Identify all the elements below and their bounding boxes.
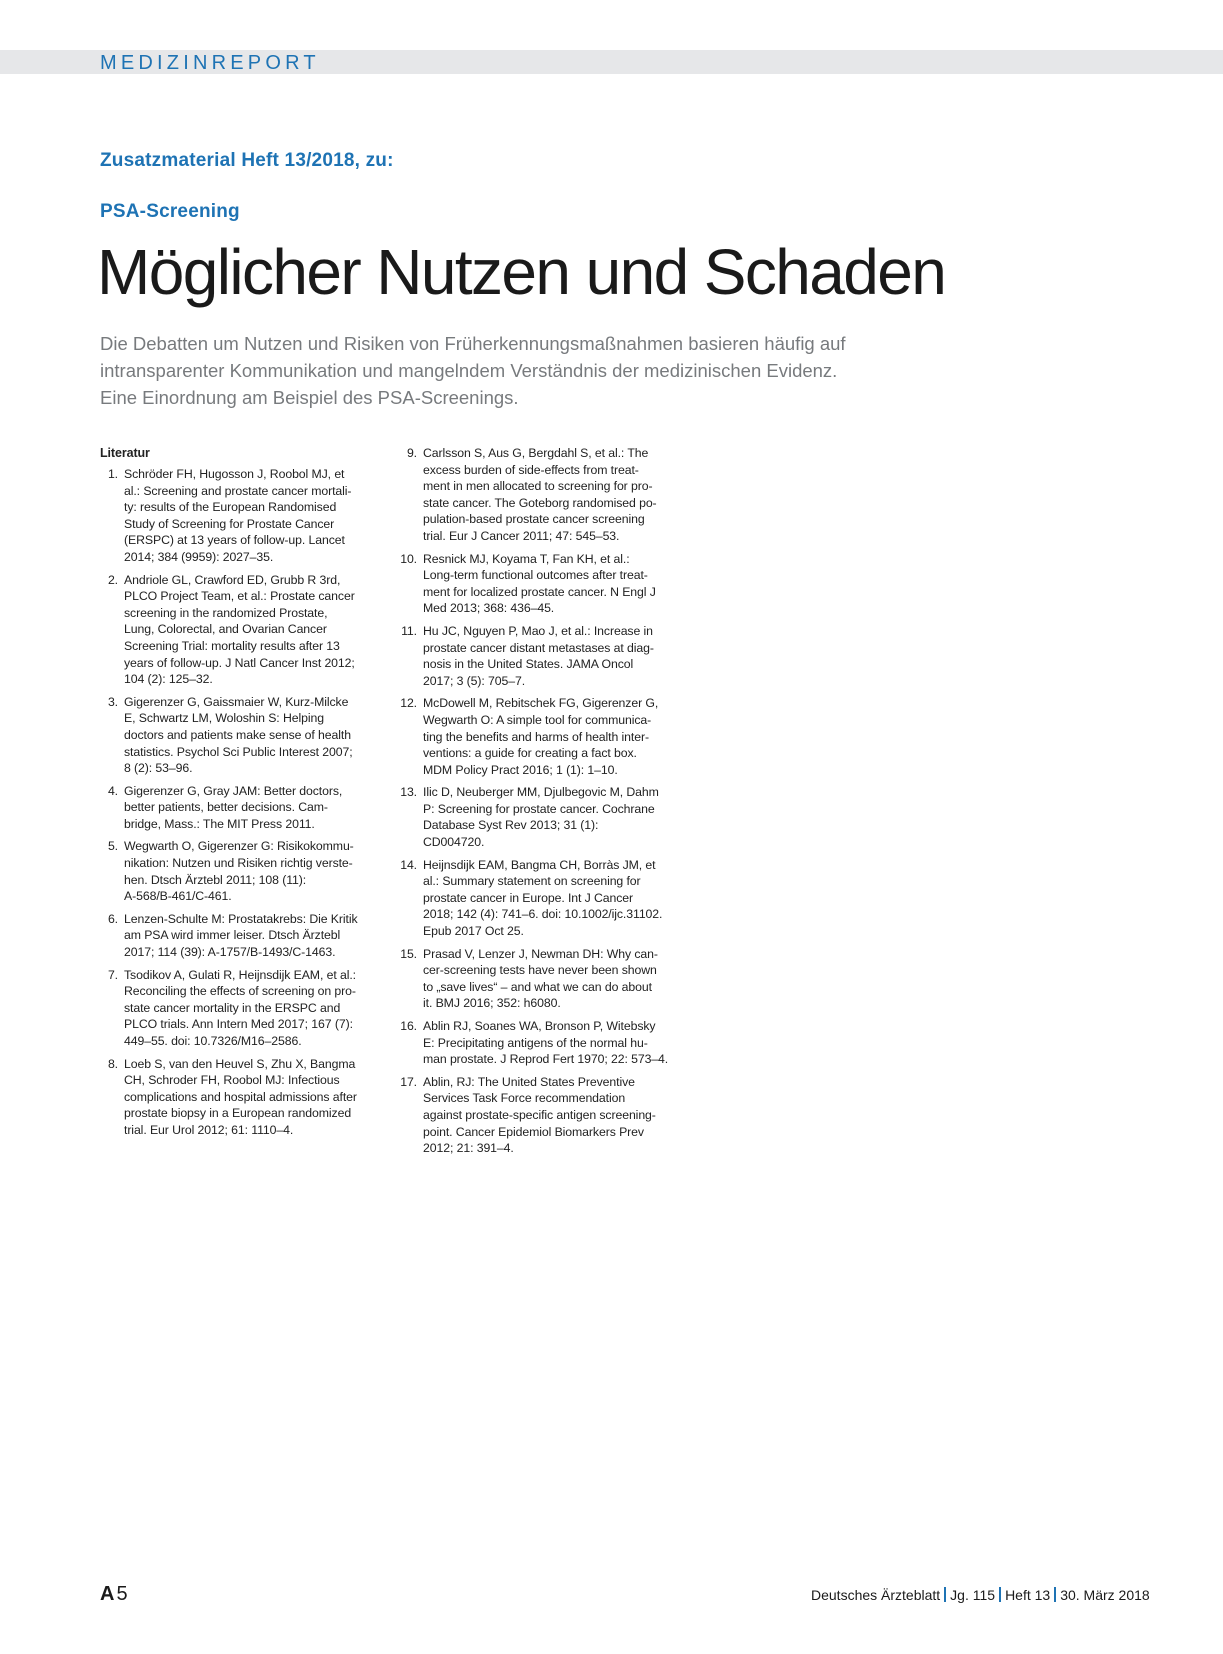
reference-line: screening in the randomized Prostate,: [124, 605, 328, 620]
reference-line: Andriole GL, Crawford ED, Grubb R 3rd,: [124, 572, 341, 587]
footer-separator: [1054, 1587, 1056, 1602]
page-letter: A: [100, 1583, 115, 1605]
reference-line: complications and hospital admissions after: [124, 1089, 357, 1104]
reference-number: 5.: [107, 839, 118, 854]
reference-line: prostate biopsy in a European randomized: [124, 1106, 352, 1121]
reference-line: doctors and patients make sense of health: [124, 727, 351, 742]
reference-item: [100, 911, 375, 961]
reference-line: Lung, Colorectal, and Ovarian Cancer: [124, 622, 327, 637]
lead-line: Eine Einordnung am Beispiel des PSA-Screenings.: [100, 387, 519, 408]
reference-line: Wegwarth O, Gigerenzer G: Risikokommu-: [124, 839, 354, 854]
reference-line: bridge, Mass.: The MIT Press 2011.: [124, 816, 315, 831]
reference-line: against prostate-specific antigen screening-: [423, 1107, 656, 1122]
page-title: Möglicher Nutzen und Schaden: [97, 236, 946, 308]
reference-line: Carlsson S, Aus G, Bergdahl S, et al.: The: [423, 446, 649, 460]
section-label: MEDIZINREPORT: [100, 52, 320, 74]
reference-line: ty: results of the European Randomised: [124, 500, 337, 515]
reference-number: 14.: [400, 857, 417, 872]
journal-date: 30. März 2018: [1060, 1587, 1150, 1603]
reference-item: [398, 946, 673, 1012]
reference-line: 2018; 142 (4): 741–6. doi: 10.1002/ijc.31102.: [423, 907, 663, 922]
reference-item: [398, 623, 673, 689]
kicker: PSA-Screening: [100, 201, 240, 222]
reference-line: Database Syst Rev 2013; 31 (1):: [423, 818, 599, 833]
reference-line: excess burden of side-effects from treat-: [423, 462, 639, 477]
footer-separator: [944, 1587, 946, 1602]
reference-number: 16.: [400, 1019, 417, 1033]
reference-line: trial. Eur J Cancer 2011; 47: 545–53.: [423, 528, 620, 543]
journal-volume: Jg. 115: [950, 1587, 996, 1603]
reference-line: better patients, better decisions. Cam-: [124, 800, 328, 815]
reference-line: McDowell M, Rebitschek FG, Gigerenzer G,: [423, 696, 659, 711]
reference-line: A-568/B-461/C-461.: [124, 889, 232, 904]
reference-item: [100, 694, 375, 777]
reference-line: it. BMJ 2016; 352: h6080.: [423, 996, 561, 1011]
reference-line: MDM Policy Pract 2016; 1 (1): 1–10.: [423, 762, 618, 777]
reference-line: 2012; 21: 391–4.: [423, 1141, 514, 1156]
reference-line: Med 2013; 368: 436–45.: [423, 601, 555, 616]
reference-line: Ablin RJ, Soanes WA, Bronson P, Witebsky: [423, 1019, 656, 1033]
reference-line: Loeb S, van den Heuvel S, Zhu X, Bangma: [124, 1056, 356, 1071]
lead-line: Die Debatten um Nutzen und Risiken von Früherkennungsmaßnahmen basieren häufig auf: [100, 333, 846, 354]
reference-line: point. Cancer Epidemiol Biomarkers Prev: [423, 1124, 644, 1139]
reference-line: Reconciling the effects of screening on pro-: [124, 984, 356, 999]
reference-line: years of follow-up. J Natl Cancer Inst 2012;: [124, 655, 355, 670]
reference-line: P: Screening for prostate cancer. Cochrane: [423, 801, 655, 816]
reference-line: 449–55. doi: 10.7326/M16–2586.: [124, 1034, 302, 1048]
journal-issue: Heft 13: [1005, 1587, 1051, 1603]
reference-item: [100, 783, 375, 833]
reference-number: 3.: [107, 694, 118, 709]
lead-paragraph: [100, 330, 920, 411]
reference-item: [100, 838, 375, 904]
reference-line: am PSA wird immer leiser. Dtsch Ärztebl: [124, 928, 341, 943]
reference-line: Ilic D, Neuberger MM, Djulbegovic M, Dahm: [423, 785, 659, 800]
reference-line: E: Precipitating antigens of the normal hu-: [423, 1035, 648, 1050]
reference-line: ting the benefits and harms of health inter-: [423, 729, 649, 744]
reference-line: nikation: Nutzen und Risiken richtig verste-: [124, 856, 353, 871]
reference-number: 4.: [107, 783, 118, 798]
reference-line: Services Task Force recommendation: [423, 1091, 626, 1106]
reference-line: hen. Dtsch Ärztebl 2011; 108 (11):: [124, 872, 307, 887]
reference-number: 9.: [406, 446, 417, 460]
reference-number: 6.: [107, 911, 118, 926]
reference-item: [398, 784, 673, 850]
reference-line: (ERSPC) at 13 years of follow-up. Lancet: [124, 533, 345, 548]
literature-heading: Literatur: [100, 446, 150, 460]
reference-item: [100, 466, 375, 566]
reference-line: Hu JC, Nguyen P, Mao J, et al.: Increase in: [423, 623, 653, 638]
reference-line: Wegwarth O: A simple tool for communica-: [423, 712, 652, 727]
references-left-column: [100, 445, 375, 1145]
reference-line: man prostate. J Reprod Fert 1970; 22: 573–4.: [423, 1052, 669, 1067]
reference-line: PLCO trials. Ann Intern Med 2017; 167 (7):: [124, 1017, 353, 1032]
reference-item: [398, 1074, 673, 1157]
reference-item: [398, 857, 673, 940]
reference-line: Ablin, RJ: The United States Preventive: [423, 1074, 635, 1089]
reference-item: [100, 967, 375, 1050]
footer-separator: [999, 1587, 1001, 1602]
reference-line: 2017; 114 (39): A-1757/B-1493/C-1463.: [124, 945, 336, 960]
reference-line: pulation-based prostate cancer screening: [423, 512, 645, 527]
reference-line: E, Schwartz LM, Woloshin S: Helping: [124, 711, 324, 726]
reference-line: al.: Summary statement on screening for: [423, 874, 641, 889]
reference-line: Tsodikov A, Gulati R, Heijnsdijk EAM, et al.:: [124, 967, 356, 982]
reference-number: 13.: [400, 785, 417, 800]
reference-line: Resnick MJ, Koyama T, Fan KH, et al.:: [423, 551, 630, 566]
reference-line: Heijnsdijk EAM, Bangma CH, Borràs JM, et: [423, 857, 656, 872]
reference-line: ment for localized prostate cancer. N Engl J: [423, 584, 656, 599]
reference-number: 10.: [400, 551, 417, 566]
reference-line: to „save lives“ – and what we can do about: [423, 979, 652, 994]
reference-line: al.: Screening and prostate cancer mortali-: [124, 483, 352, 498]
reference-line: Long-term functional outcomes after treat-: [423, 568, 648, 583]
references-right-column: [398, 445, 673, 1163]
reference-line: 8 (2): 53–96.: [124, 761, 193, 776]
reference-number: 2.: [107, 572, 118, 587]
reference-line: Prasad V, Lenzer J, Newman DH: Why can-: [423, 946, 658, 961]
reference-line: 104 (2): 125–32.: [124, 672, 213, 687]
reference-item: [100, 572, 375, 688]
reference-item: [100, 1056, 375, 1139]
reference-line: statistics. Psychol Sci Public Interest 2007;: [124, 744, 353, 759]
reference-number: 15.: [400, 946, 417, 961]
reference-number: 17.: [400, 1074, 417, 1089]
reference-line: Gigerenzer G, Gaissmaier W, Kurz-Milcke: [124, 694, 349, 709]
reference-line: state cancer. The Goteborg randomised po-: [423, 495, 657, 510]
reference-line: trial. Eur Urol 2012; 61: 1110–4.: [124, 1122, 294, 1137]
reference-number: 7.: [107, 967, 118, 982]
lead-line: intransparenter Kommunikation und mangelndem Verständnis der medizinischen Evidenz.: [100, 360, 838, 381]
reference-line: 2014; 384 (9959): 2027–35.: [124, 549, 274, 564]
reference-line: Screening Trial: mortality results after 13: [124, 638, 340, 653]
reference-number: 12.: [400, 696, 417, 711]
supplement-note: Zusatzmaterial Heft 13/2018, zu:: [100, 150, 394, 171]
reference-line: 2017; 3 (5): 705–7.: [423, 673, 526, 688]
reference-line: CH, Schroder FH, Roobol MJ: Infectious: [124, 1073, 340, 1088]
reference-line: prostate cancer in Europe. Int J Cancer: [423, 890, 634, 905]
reference-line: Schröder FH, Hugosson J, Roobol MJ, et: [124, 467, 345, 481]
reference-item: [398, 445, 673, 545]
journal-footer: [811, 1587, 1150, 1603]
reference-item: [398, 695, 673, 778]
reference-line: PLCO Project Team, et al.: Prostate cancer: [124, 589, 355, 604]
reference-line: CD004720.: [423, 835, 485, 850]
page-number-value: 5: [116, 1583, 128, 1605]
reference-line: Gigerenzer G, Gray JAM: Better doctors,: [124, 783, 343, 798]
reference-number: 8.: [107, 1056, 118, 1071]
reference-item: [398, 1018, 673, 1068]
reference-line: ment in men allocated to screening for pro-: [423, 479, 653, 494]
page-number: [100, 1583, 128, 1606]
reference-number: 11.: [401, 623, 417, 638]
reference-line: Epub 2017 Oct 25.: [423, 924, 524, 939]
reference-line: prostate cancer distant metastases at diag-: [423, 640, 654, 655]
reference-line: nosis in the United States. JAMA Oncol: [423, 657, 634, 672]
journal-name: Deutsches Ärzteblatt: [811, 1587, 941, 1603]
reference-line: state cancer mortality in the ERSPC and: [124, 1000, 341, 1015]
reference-item: [398, 551, 673, 617]
reference-line: Study of Screening for Prostate Cancer: [124, 516, 335, 531]
reference-number: 1.: [107, 467, 118, 481]
reference-line: ventions: a guide for creating a fact box.: [423, 746, 637, 761]
reference-line: cer-screening tests have never been shown: [423, 963, 657, 978]
reference-line: Lenzen-Schulte M: Prostatakrebs: Die Kritik: [124, 911, 358, 926]
